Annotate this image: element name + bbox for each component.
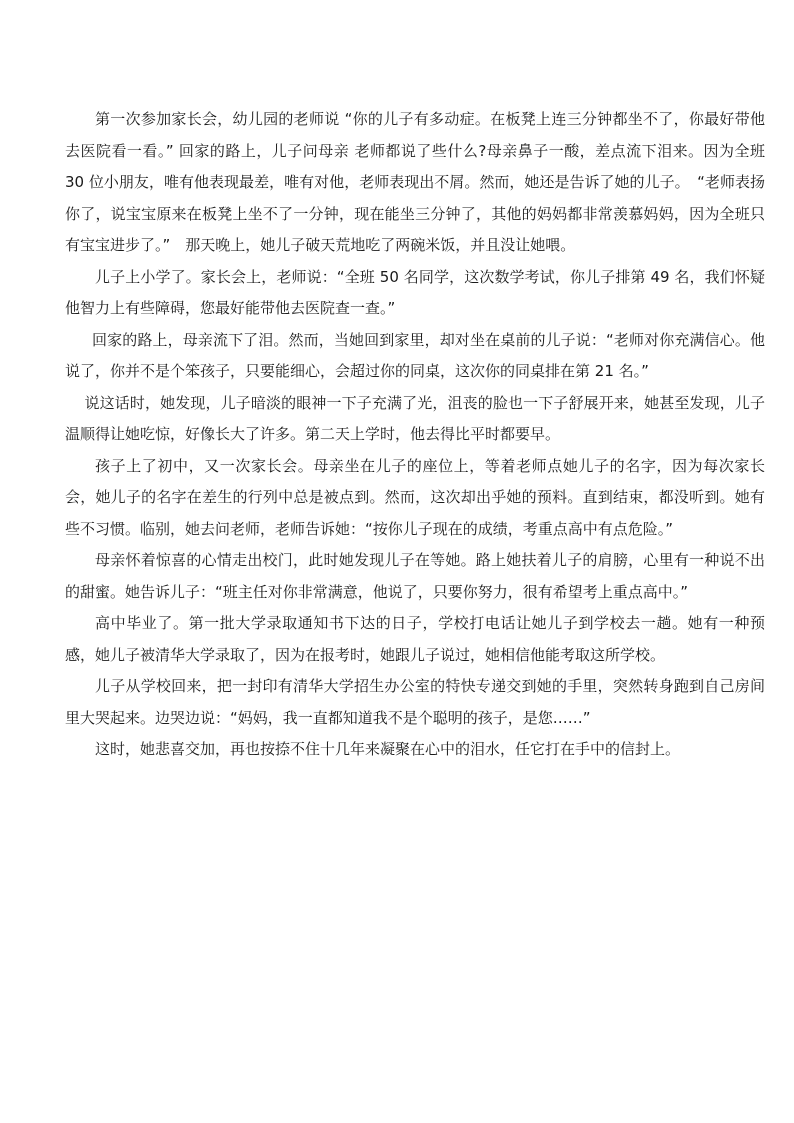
paragraph-5: 孩子上了初中，又一次家长会。母亲坐在儿子的座位上，等着老师点她儿子的名字，因为每次家长会，她儿子的名字在差生的行列中总是被点到。然而，这次却出乎她的预料。直到结束，都没听到。她有些不习惯。临别，她去问老师，老师告诉她：“按你儿子现在的成绩，考重点高中有点危险。”	[65, 456, 765, 538]
paragraph-3: 回家的路上，母亲流下了泪。然而，当她回到家里，却对坐在桌前的儿子说：“老师对你充满信心。他说了，你并不是个笨孩子，只要能细心，会超过你的同桌，这次你的同桌排在第 21 名。”	[65, 330, 765, 380]
paragraph-1: 第一次参加家长会，幼儿园的老师说 “你的儿子有多动症。在板凳上连三分钟都坐不了，你最好带他去医院看一看。” 回家的路上，儿子问母亲 老师都说了些什么?母亲鼻子一酸，差点流下泪来。因为全班 30 位小朋友，唯有他表现最差，唯有对他，老师表现出不屑。然而，她还是告诉了她的儿子。 “老师表扬你了，说宝宝原来在板凳上坐不了一分钟，现在能坐三分钟了，其他的妈妈都非常羡慕妈妈，因为全班只有宝宝进步了。” 那天晚上，她儿子破天荒地吃了两碗米饭，并且没让她喂。	[65, 110, 765, 254]
paragraph-9: 这时，她悲喜交加，再也按捺不住十几年来凝聚在心中的泪水，任它打在手中的信封上。	[95, 740, 681, 758]
paragraph-7: 高中毕业了。第一批大学录取通知书下达的日子，学校打电话让她儿子到学校去一趟。她有一种预感，她儿子被清华大学录取了，因为在报考时，她跟儿子说过，她相信他能考取这所学校。	[65, 614, 765, 664]
paragraph-4: 说这话时，她发现，儿子暗淡的眼神一下子充满了光，沮丧的脸也一下子舒展开来，她甚至发现，儿子温顺得让她吃惊，好像长大了许多。第二天上学时，他去得比平时都要早。	[65, 393, 765, 443]
document-body	[65, 104, 765, 766]
paragraph-8: 儿子从学校回来，把一封印有清华大学招生办公室的特快专递交到她的手里，突然转身跑到自己房间里大哭起来。边哭边说：“妈妈，我一直都知道我不是个聪明的孩子，是您……”	[65, 677, 765, 727]
paragraph-2: 儿子上小学了。家长会上，老师说：“全班 50 名同学，这次数学考试，你儿子排第 49 名，我们怀疑他智力上有些障碍，您最好能带他去医院查一查。”	[65, 267, 765, 317]
paragraph-6: 母亲怀着惊喜的心情走出校门，此时她发现儿子在等她。路上她扶着儿子的肩膀，心里有一种说不出的甜蜜。她告诉儿子：“班主任对你非常满意，他说了，只要你努力，很有希望考上重点高中。”	[65, 551, 765, 601]
